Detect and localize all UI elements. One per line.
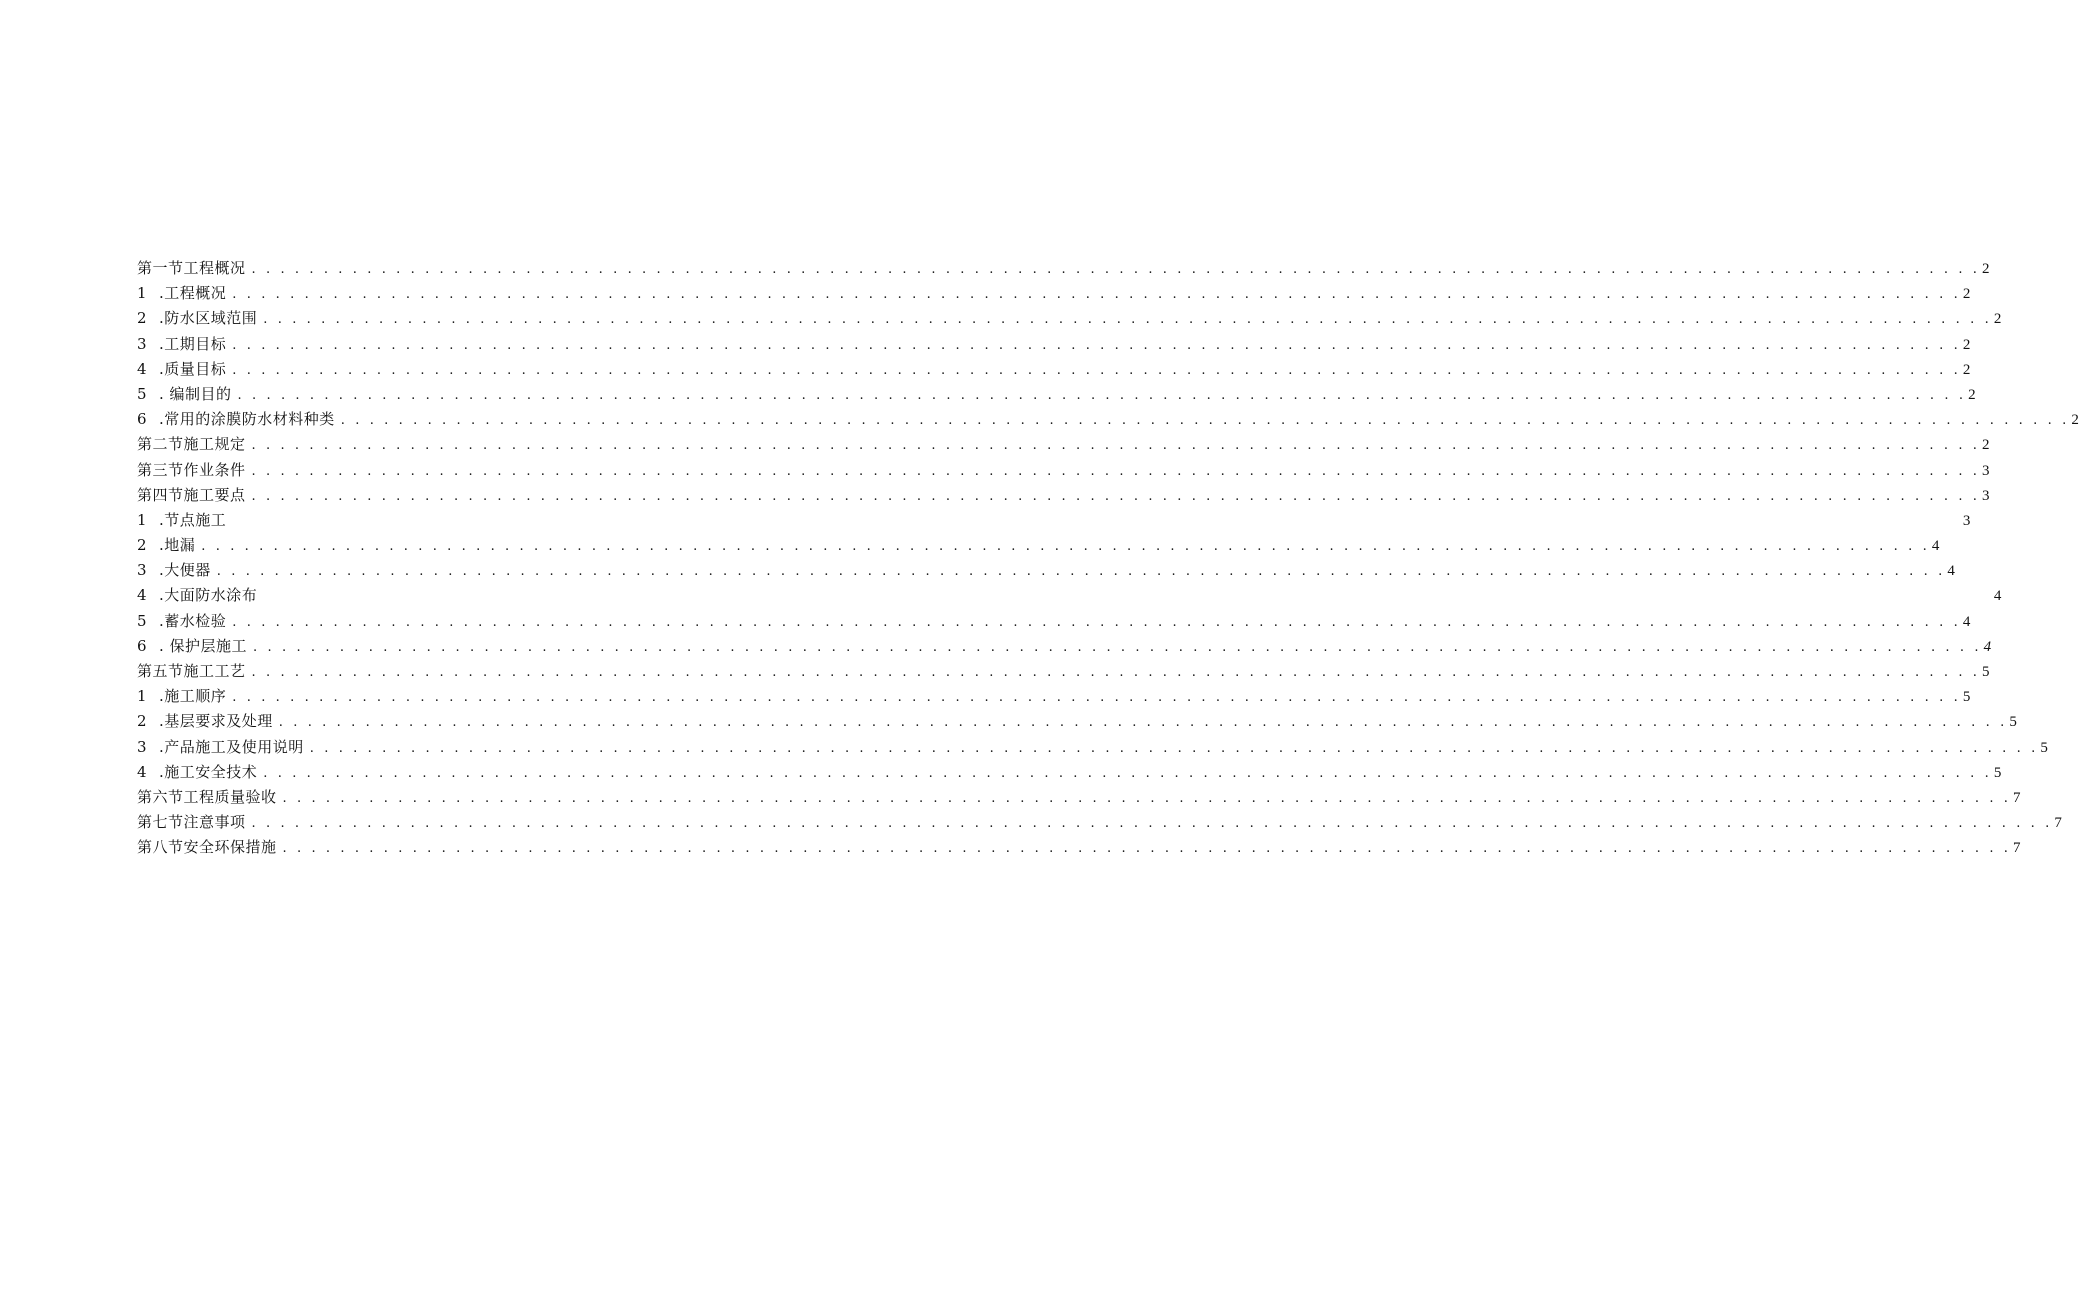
toc-entry-label: 第八节安全环保措施 xyxy=(137,838,277,857)
toc-entry-page-number: 2 xyxy=(1968,386,1976,403)
toc-entry-page-number: 2 xyxy=(1982,437,1990,454)
dot-leader: . . . . . . . . . . . . . . . . . . . . . . . . . . . . . . . . . . . . . . . . . . . . . . . . . . . . . . . . . . . . . . . . . . . . . . . . . . . . . . . . . . . . . . . . . . . . . . . . . . . . . . . . . . . . . . . . . . . . . . . . xyxy=(232,287,1961,303)
toc-entry-label: .地漏 xyxy=(159,536,196,555)
toc-entry-page-number: 4 xyxy=(1947,563,1955,580)
toc-entry-number: 5 xyxy=(137,611,148,630)
toc-entry-title xyxy=(137,760,257,785)
toc-entry[interactable] xyxy=(137,659,1990,684)
toc-entry-number: 5 xyxy=(137,384,148,403)
toc-entry-title xyxy=(137,558,211,583)
toc-entry-page-number: 2 xyxy=(1962,361,1971,378)
toc-entry-label: 第一节工程概况 xyxy=(137,259,246,277)
toc-entry[interactable] xyxy=(137,835,2021,860)
toc-entry-page-number: 3 xyxy=(1962,512,1971,529)
toc-entry-label: 第四节施工要点 xyxy=(137,485,246,504)
toc-entry-page-number: 4 xyxy=(1931,538,1940,555)
toc-entry[interactable] xyxy=(137,785,2021,810)
toc-entry-label: 第六节工程质量验收 xyxy=(137,787,277,806)
toc-entry-title xyxy=(137,709,273,734)
toc-entry-title xyxy=(137,382,232,407)
dot-leader: . . . . . . . . . . . . . . . . . . . . . . . . . . . . . . . . . . . . . . . . . . . . . . . . . . . . . . . . . . . . . . . . . . . . . . . . . . . . . . . . . . . . . . . . . . . . . . . . . . . . . . . . . . . . . . . . . . . . . . . . xyxy=(232,337,1961,353)
toc-entry-title xyxy=(137,533,195,558)
toc-entry-title xyxy=(137,306,257,331)
toc-entry[interactable] xyxy=(137,558,1955,583)
toc-entry-page-number: 2 xyxy=(1962,286,1971,303)
toc-entry-number: 3 xyxy=(137,334,148,353)
toc-entry-title xyxy=(137,357,226,382)
toc-entry-title xyxy=(137,281,226,306)
dot-leader: . . . . . . . . . . . . . . . . . . . . . . . . . . . . . . . . . . . . . . . . . . . . . . . . . . . . . . . . . . . . . . . . . . . . . . . . . . . . . . . . . . . . . . . . . . . . . . . . . . . . . . . . . . . . . . . . . . . . . . . . xyxy=(263,765,1992,781)
toc-entry[interactable] xyxy=(137,735,2048,760)
toc-entry-label: .节点施工 xyxy=(159,510,227,529)
toc-entry[interactable] xyxy=(137,583,2002,608)
toc-entry[interactable] xyxy=(137,432,1990,457)
toc-entry-page-number: 2 xyxy=(2071,412,2079,429)
toc-entry-label: 第五节施工工艺 xyxy=(137,662,246,680)
toc-entry-label: . 编制目的 xyxy=(159,384,232,403)
toc-entry[interactable] xyxy=(137,306,2002,331)
toc-entry-title xyxy=(137,684,226,709)
toc-entry-number: 2 xyxy=(137,309,148,328)
dot-leader: . . . . . . . . . . . . . . . . . . . . . . . . . . . . . . . . . . . . . . . . . . . . . . . . . . . . . . . . . . . . . . . . . . . . . . . . . . . . . . . . . . . . . . . . . . . . . . . . . . . . . . . . . . . . . . . . . . . . . . . . xyxy=(237,387,1967,403)
toc-entry-title xyxy=(137,735,304,760)
toc-entry-label: 第二节施工规定 xyxy=(137,435,246,454)
toc-entry-title xyxy=(137,659,246,684)
toc-entry[interactable] xyxy=(137,357,1971,382)
dot-leader: . . . . . . . . . . . . . . . . . . . . . . . . . . . . . . . . . . . . . . . . . . . . . . . . . . . . . . . . . . . . . . . . . . . . . . . . . . . . . . . . . . . . . . . . . . . . . . . . . . . . . . . . . . . . . . . . . . . . . . . . . . . . . xyxy=(251,816,2053,832)
dot-leader: . . . . . . . . . . . . . . . . . . . . . . . . . . . . . . . . . . . . . . . . . . . . . . . . . . . . . . . . . . . . . . . . . . . . . . . . . . . . . . . . . . . . . . . . . . . . . . . . . . . . . . . . . . . . . . . . . . . . . . . . xyxy=(232,362,1961,378)
toc-entry-title xyxy=(137,256,246,281)
toc-entry-title xyxy=(137,332,226,357)
toc-entry[interactable] xyxy=(137,483,1990,508)
dot-leader: . . . . . . . . . . . . . . . . . . . . . . . . . . . . . . . . . . . . . . . . . . . . . . . . . . . . . . . . . . . . . . . . . . . . . . . . . . . . . . . . . . . . . . . . . . . . . . . . . . . . . . . . . . . . . . . . . . . . . . . . xyxy=(201,539,1930,555)
toc-entry-number: 6 xyxy=(137,636,148,655)
toc-entry-label: 第七节注意事项 xyxy=(137,813,246,832)
dot-leader: . . . . . . . . . . . . . . . . . . . . . . . . . . . . . . . . . . . . . . . . . . . . . . . . . . . . . . . . . . . . . . . . . . . . . . . . . . . . . . . . . . . . . . . . . . . . . . . . . . . . . . . . . . . . . . . . . . . . . . . . xyxy=(278,715,2008,731)
dot-leader: . . . . . . . . . . . . . . . . . . . . . . . . . . . . . . . . . . . . . . . . . . . . . . . . . . . . . . . . . . . . . . . . . . . . . . . . . . . . . . . . . . . . . . . . . . . . . . . . . . . . . . . . . . . . . . . . . . . . . . . . xyxy=(232,614,1961,630)
toc-entry-title xyxy=(137,483,246,508)
toc-entry-title xyxy=(137,634,247,659)
toc-entry-label: .蓄水检验 xyxy=(159,611,227,630)
toc-entry-title xyxy=(137,458,246,483)
toc-entry[interactable] xyxy=(137,508,1971,533)
toc-entry-number: 4 xyxy=(137,359,148,378)
toc-entry-page-number: 4 xyxy=(1993,588,2002,605)
toc-entry[interactable] xyxy=(137,684,1971,709)
toc-entry-label: .工期目标 xyxy=(159,334,227,353)
toc-entry-title xyxy=(137,583,257,608)
toc-entry-label: .大面防水涂布 xyxy=(159,586,258,605)
toc-entry[interactable] xyxy=(137,533,1940,558)
toc-entry-label: 第三节作业条件 xyxy=(137,460,246,479)
toc-entry-page-number: 5 xyxy=(2040,739,2048,756)
dot-leader: . . . . . . . . . . . . . . . . . . . . . . . . . . . . . . . . . . . . . . . . . . . . . . . . . . . . . . . . . . . . . . . . . . . . . . . . . . . . . . . . . . . . . . . . . . . . . . . . . . . . . . . . . . . . . . . . . . . . . . . . xyxy=(282,841,2012,857)
toc-entry[interactable] xyxy=(137,382,1976,407)
dot-leader: . . . . . . . . . . . . . . . . . . . . . . . . . . . . . . . . . . . . . . . . . . . . . . . . . . . . . . . . . . . . . . . . . . . . . . . . . . . . . . . . . . . . . . . . . . . . . . . . . . . . . . . . . . . . . . . . . . . . . . . . xyxy=(263,312,1992,328)
toc-entry[interactable] xyxy=(137,709,2017,734)
toc-entry-page-number: 7 xyxy=(2013,840,2021,857)
dot-leader: . . . . . . . . . . . . . . . . . . . . . . . . . . . . . . . . . . . . . . . . . . . . . . . . . . . . . . . . . . . . . . . . . . . . . . . . . . . . . . . . . . . . . . . . . . . . . . . . . . . . . . . . . . . . . . . . . . . . . . . . xyxy=(251,262,1981,277)
toc-entry-page-number: 5 xyxy=(1993,764,2002,781)
dot-leader: . . . . . . . . . . . . . . . . . . . . . . . . . . . . . . . . . . . . . . . . . . . . . . . . . . . . . . . . . . . . . . . . . . . . . . . . . . . . . . . . . . . . . . . . . . . . . . . . . . . . . . . . . . . . . . . . . . . . . . . . xyxy=(282,790,2012,806)
toc-entry[interactable] xyxy=(137,609,1971,634)
toc-entry-label: .施工安全技术 xyxy=(159,762,258,781)
toc-entry-page-number: 5 xyxy=(1962,689,1971,706)
toc-entry[interactable] xyxy=(137,332,1971,357)
toc-entry-label: .产品施工及使用说明 xyxy=(159,737,304,756)
toc-entry-page-number: 3 xyxy=(1982,462,1990,479)
toc-entry-page-number: 4 xyxy=(1962,613,1971,630)
toc-entry-page-number: 3 xyxy=(1982,487,1990,504)
toc-entry-page-number: 5 xyxy=(1982,664,1990,680)
toc-entry-label: .防水区域范围 xyxy=(159,309,258,328)
toc-entry-page-number: 2 xyxy=(1962,336,1971,353)
dot-leader: . . . . . . . . . . . . . . . . . . . . . . . . . . . . . . . . . . . . . . . . . . . . . . . . . . . . . . . . . . . . . . . . . . . . . . . . . . . . . . . . . . . . . . . . . . . . . . . . . . . . . . . . . . . . . . . . . . . . . . . . xyxy=(309,740,2039,756)
toc-entry-title xyxy=(137,432,246,457)
toc-entry-page-number: 7 xyxy=(2054,815,2062,832)
dot-leader: . . . . . . . . . . . . . . . . . . . . . . . . . . . . . . . . . . . . . . . . . . . . . . . . . . . . . . . . . . . . . . . . . . . . . . . . . . . . . . . . . . . . . . . . . . . . . . . . . . . . . . . . . . . . . . . . . . . . . . . . xyxy=(253,639,1982,655)
toc-entry[interactable] xyxy=(137,407,2079,432)
toc-entry-number: 4 xyxy=(137,762,148,781)
dot-leader: . . . . . . . . . . . . . . . . . . . . . . . . . . . . . . . . . . . . . . . . . . . . . . . . . . . . . . . . . . . . . . . . . . . . . . . . . . . . . . . . . . . . . . . . . . . . . . . . . . . . . . . . . . . . . . . . . . . . . . . . xyxy=(251,665,1981,680)
toc-entry-label: .施工顺序 xyxy=(159,687,227,706)
toc-entry-title xyxy=(137,407,335,432)
toc-entry-number: 2 xyxy=(137,712,148,731)
dot-leader: . . . . . . . . . . . . . . . . . . . . . . . . . . . . . . . . . . . . . . . . . . . . . . . . . . . . . . . . . . . . . . . . . . . . . . . . . . . . . . . . . . . . . . . . . . . . . . . . . . . . . . . . . . . . . . . . . . . . . . . . xyxy=(251,488,1981,504)
toc-entry-number: 1 xyxy=(137,284,148,303)
dot-leader: . . . . . . . . . . . . . . . . . . . . . . . . . . . . . . . . . . . . . . . . . . . . . . . . . . . . . . . . . . . . . . . . . . . . . . . . . . . . . . . . . . . . . . . . . . . . . . . . . . . . . . . . . . . . . . . . . . . . . . . . xyxy=(340,413,2070,429)
toc-entry-number: 4 xyxy=(137,586,148,605)
toc-entry-number: 3 xyxy=(137,737,148,756)
toc-entry[interactable] xyxy=(137,760,2002,785)
dot-leader: . . . . . . . . . . . . . . . . . . . . . . . . . . . . . . . . . . . . . . . . . . . . . . . . . . . . . . . . . . . . . . . . . . . . . . . . . . . . . . . . . . . . . . . . . . . . . . . . . . . . . . . . . . . . . . . . . . . . . . . . xyxy=(251,438,1981,454)
toc-entry[interactable] xyxy=(137,634,1992,659)
toc-entry[interactable] xyxy=(137,256,1990,281)
toc-entry-label: .质量目标 xyxy=(159,359,227,378)
dot-leader: . . . . . . . . . . . . . . . . . . . . . . . . . . . . . . . . . . . . . . . . . . . . . . . . . . . . . . . . . . . . . . . . . . . . . . . . . . . . . . . . . . . . . . . . . . . . . . . . . . . . . . . . . . . . . . . . . . . . . . . . xyxy=(232,690,1961,706)
toc-entry-title xyxy=(137,609,226,634)
toc-entry[interactable] xyxy=(137,458,1990,483)
toc-entry-page-number: 7 xyxy=(2013,789,2021,806)
toc-entry-page-number: 2 xyxy=(1993,311,2002,328)
toc-entry-label: .基层要求及处理 xyxy=(159,712,273,731)
toc-entry-label: .常用的涂膜防水材料种类 xyxy=(159,410,335,429)
dot-leader: . . . . . . . . . . . . . . . . . . . . . . . . . . . . . . . . . . . . . . . . . . . . . . . . . . . . . . . . . . . . . . . . . . . . . . . . . . . . . . . . . . . . . . . . . . . . . . . . . . . . . . . . . . . . . . . . . . . . . . . . xyxy=(251,463,1981,479)
table-of-contents xyxy=(137,256,2079,861)
toc-entry-label: .大便器 xyxy=(159,561,211,580)
dot-leader: . . . . . . . . . . . . . . . . . . . . . . . . . . . . . . . . . . . . . . . . . . . . . . . . . . . . . . . . . . . . . . . . . . . . . . . . . . . . . . . . . . . . . . . . . . . . . . . . . . . . . . . . . . . . . . . . . . . . . . . . xyxy=(216,564,1946,580)
toc-entry-title xyxy=(137,785,277,810)
toc-entry-title xyxy=(137,508,226,533)
toc-entry[interactable] xyxy=(137,281,1971,306)
toc-entry-number: 6 xyxy=(137,410,148,429)
toc-entry-title xyxy=(137,810,246,835)
toc-entry-number: 2 xyxy=(137,536,148,555)
toc-entry-number: 1 xyxy=(137,510,148,529)
toc-entry-number: 3 xyxy=(137,561,148,580)
toc-entry-label: .工程概况 xyxy=(159,284,227,303)
toc-entry-title xyxy=(137,835,277,860)
toc-entry-page-number: 5 xyxy=(2009,714,2017,731)
toc-entry-number: 1 xyxy=(137,687,148,706)
toc-entry-label: . 保护层施工 xyxy=(159,636,248,655)
toc-entry-page-number: 2 xyxy=(1982,261,1990,277)
toc-entry[interactable] xyxy=(137,810,2062,835)
toc-entry-page-number: 4 xyxy=(1983,638,1992,655)
